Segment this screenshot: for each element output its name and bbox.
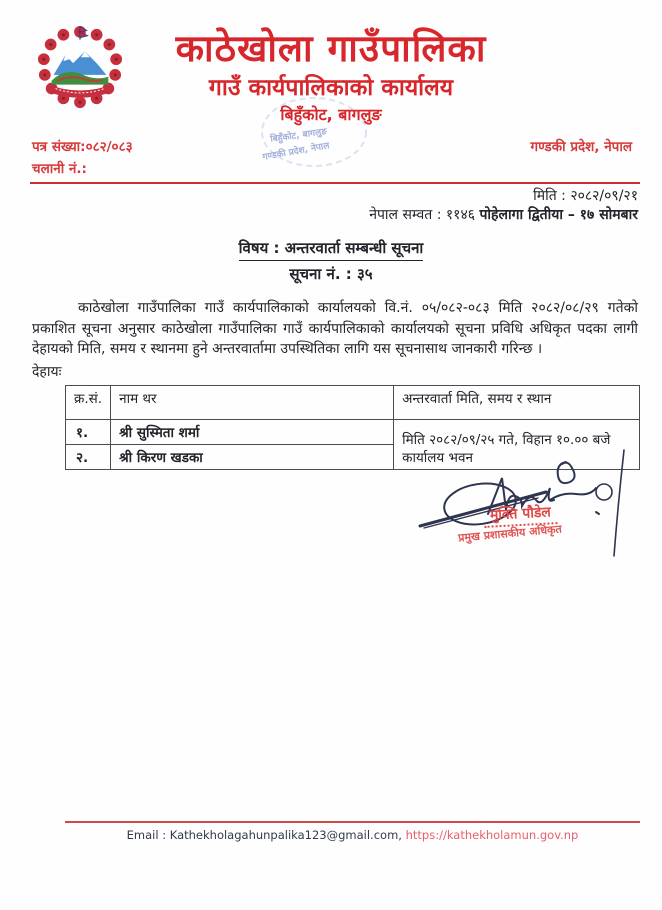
blue-stamp-text-line2: गण्डकी प्रदेश, नेपाल — [261, 141, 331, 163]
dispatch-number: चलानी नं.: — [32, 161, 87, 177]
municipality-name: काठेखोला गाउँपालिका — [175, 27, 487, 70]
office-name: गाउँ कार्यपालिकाको कार्यालय — [208, 75, 454, 101]
nepal-sambat-prefix: नेपाल सम्वत : ११४६ — [369, 207, 480, 223]
table-header-row — [66, 385, 640, 419]
blue-stamp-text-line1: बिहुँकोट, बागलुङ — [269, 127, 328, 145]
row1-candidate-name: श्री सुस्मिता शर्मा — [111, 419, 394, 444]
emblem-graphic — [36, 24, 124, 117]
bs-date: मिति : २०८२/०९/२१ — [533, 188, 638, 204]
header-name: नाम थर — [111, 385, 394, 419]
notice-number: सूचना नं. : ३५ — [289, 265, 373, 283]
signature-block — [418, 448, 646, 560]
letter-number: पत्र संख्या:०८२/०८३ — [32, 139, 133, 155]
body-paragraph: काठेखोला गाउँपालिका गाउँ कार्यपालिकाको कार्यालयको वि.नं. ०५/०८२-०८३ मिति २०८२/०८/२९ गतेको प्रकाशित सूचना अनुसार काठेखोला गाउँपालिका गाउँ कार्यपालिकाको कार्यालयको सूचना प्रविधि अधिकृत पदका लागी देहायको मिति, समय र स्थानमा हुने अन्तरवार्तामा उपस्थितिका लागि यस सूचनासाथ जानकारी गरिन्छ । — [32, 300, 638, 357]
interview-details-cell: मिति २०८२/०९/२५ गते, विहान १०.०० बजे कार्यालय भवन — [394, 419, 640, 469]
office-address: बिहुँकोट, बागलुङ — [280, 105, 382, 124]
row2-candidate-name: श्री किरण खडका — [111, 444, 394, 469]
meta-row — [0, 125, 662, 155]
subject-line: विषय : अन्तरवार्ता सम्बन्धी सूचना — [239, 237, 424, 261]
nepal-sambat-detail: पोहेलागा द्वितीया – १७ सोमबार — [479, 207, 638, 223]
table-row — [66, 419, 640, 444]
subject-block — [0, 237, 662, 285]
date-block — [0, 184, 662, 225]
province-label: गण्डकी प्रदेश, नेपाल — [530, 139, 632, 155]
footer-website-link[interactable]: https://kathekholamun.gov.np — [401, 828, 579, 842]
header-serial: क्र.सं. — [66, 385, 111, 419]
nepal-emblem-logo — [36, 24, 124, 118]
footer-email: Email : Kathekholagahunpalika123@gmail.com, — [126, 828, 402, 842]
dehaya-label: देहायः — [32, 363, 62, 380]
row1-serial: १. — [66, 419, 111, 444]
nepal-sambat-date — [0, 206, 638, 225]
signatory-title-stamp: प्रमुख प्रशासकीय अधिकृत — [457, 522, 563, 545]
signatory-name-stamp: मुक्ति पौडेल — [483, 502, 557, 528]
header-interview-details: अन्तरवार्ता मिति, समय र स्थान — [394, 385, 640, 419]
row2-serial: २. — [66, 444, 111, 469]
footer — [65, 821, 640, 842]
